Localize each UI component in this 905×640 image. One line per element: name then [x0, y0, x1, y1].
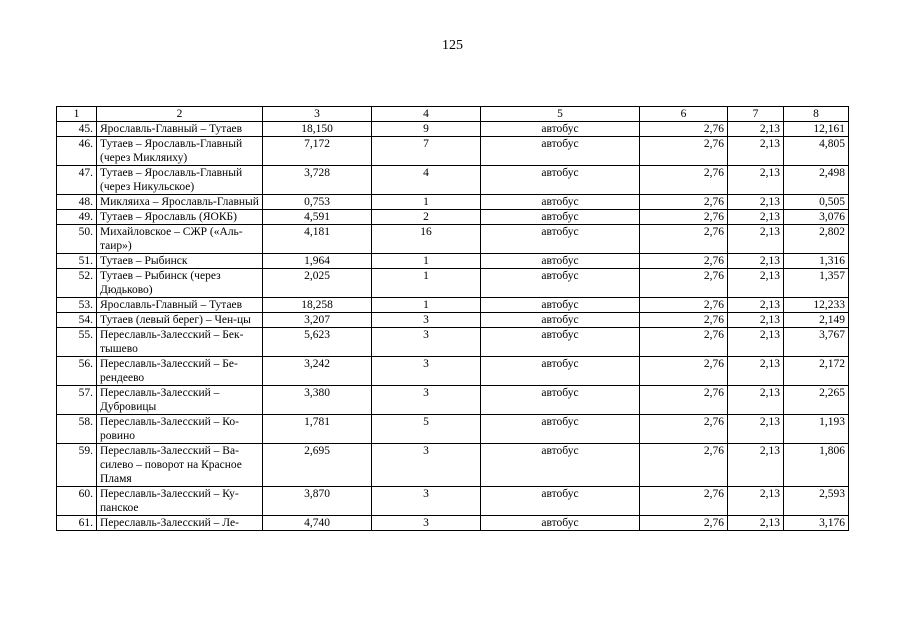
- transport-type: автобус: [481, 444, 640, 487]
- row-number: 55.: [57, 328, 97, 357]
- table-row: [57, 386, 849, 415]
- row-number: 60.: [57, 487, 97, 516]
- value-col-6: 2,76: [640, 166, 728, 195]
- value-col-7: 2,13: [728, 328, 784, 357]
- value-col-8: 2,149: [784, 313, 849, 328]
- value-col-7: 2,13: [728, 386, 784, 415]
- transport-type: автобус: [481, 225, 640, 254]
- value-col-7: 2,13: [728, 122, 784, 137]
- value-col-4: 1: [372, 195, 481, 210]
- transport-type: автобус: [481, 298, 640, 313]
- value-col-6: 2,76: [640, 210, 728, 225]
- column-header: 7: [728, 107, 784, 122]
- row-number: 48.: [57, 195, 97, 210]
- transport-type: автобус: [481, 210, 640, 225]
- value-col-8: 2,498: [784, 166, 849, 195]
- value-col-6: 2,76: [640, 225, 728, 254]
- value-col-3: 4,740: [263, 516, 372, 531]
- value-col-6: 2,76: [640, 122, 728, 137]
- value-col-8: 3,176: [784, 516, 849, 531]
- column-header: 4: [372, 107, 481, 122]
- route-name: Тутаев – Рыбинск (через Дюдьково): [97, 269, 263, 298]
- value-col-8: 1,193: [784, 415, 849, 444]
- transport-type: автобус: [481, 254, 640, 269]
- column-header: 8: [784, 107, 849, 122]
- column-header: 5: [481, 107, 640, 122]
- table-row: [57, 487, 849, 516]
- transport-type: автобус: [481, 195, 640, 210]
- route-name: Тутаев (левый берег) – Чен-цы: [97, 313, 263, 328]
- value-col-7: 2,13: [728, 254, 784, 269]
- value-col-7: 2,13: [728, 487, 784, 516]
- value-col-6: 2,76: [640, 313, 728, 328]
- row-number: 52.: [57, 269, 97, 298]
- value-col-8: 12,161: [784, 122, 849, 137]
- table-row: [57, 210, 849, 225]
- row-number: 45.: [57, 122, 97, 137]
- value-col-6: 2,76: [640, 444, 728, 487]
- value-col-4: 5: [372, 415, 481, 444]
- value-col-3: 3,870: [263, 487, 372, 516]
- row-number: 61.: [57, 516, 97, 531]
- route-name: Переславль-Залесский – Дубровицы: [97, 386, 263, 415]
- value-col-7: 2,13: [728, 225, 784, 254]
- header-row: [57, 107, 849, 122]
- value-col-8: 4,805: [784, 137, 849, 166]
- value-col-7: 2,13: [728, 195, 784, 210]
- value-col-4: 9: [372, 122, 481, 137]
- column-header: 2: [97, 107, 263, 122]
- transport-type: автобус: [481, 415, 640, 444]
- table-row: [57, 328, 849, 357]
- transport-type: автобус: [481, 328, 640, 357]
- row-number: 50.: [57, 225, 97, 254]
- value-col-7: 2,13: [728, 516, 784, 531]
- route-name: Переславль-Залесский – Бек-тышево: [97, 328, 263, 357]
- transport-type: автобус: [481, 166, 640, 195]
- value-col-8: 1,806: [784, 444, 849, 487]
- value-col-8: 12,233: [784, 298, 849, 313]
- value-col-4: 3: [372, 357, 481, 386]
- route-name: Переславль-Залесский – Ку-панское: [97, 487, 263, 516]
- value-col-7: 2,13: [728, 210, 784, 225]
- row-number: 46.: [57, 137, 97, 166]
- value-col-4: 3: [372, 313, 481, 328]
- value-col-6: 2,76: [640, 254, 728, 269]
- value-col-3: 18,258: [263, 298, 372, 313]
- value-col-6: 2,76: [640, 137, 728, 166]
- value-col-4: 7: [372, 137, 481, 166]
- value-col-3: 3,242: [263, 357, 372, 386]
- value-col-8: 3,767: [784, 328, 849, 357]
- value-col-8: 1,316: [784, 254, 849, 269]
- table-row: [57, 516, 849, 531]
- value-col-7: 2,13: [728, 137, 784, 166]
- value-col-8: 2,265: [784, 386, 849, 415]
- table-row: [57, 415, 849, 444]
- value-col-7: 2,13: [728, 313, 784, 328]
- value-col-4: 16: [372, 225, 481, 254]
- transport-type: автобус: [481, 516, 640, 531]
- value-col-4: 1: [372, 298, 481, 313]
- table-row: [57, 254, 849, 269]
- route-name: Микляиха – Ярославль-Главный: [97, 195, 263, 210]
- table-row: [57, 313, 849, 328]
- value-col-3: 3,380: [263, 386, 372, 415]
- value-col-4: 3: [372, 444, 481, 487]
- value-col-6: 2,76: [640, 328, 728, 357]
- value-col-3: 3,728: [263, 166, 372, 195]
- table-row: [57, 225, 849, 254]
- row-number: 53.: [57, 298, 97, 313]
- transport-type: автобус: [481, 386, 640, 415]
- value-col-7: 2,13: [728, 444, 784, 487]
- value-col-7: 2,13: [728, 415, 784, 444]
- value-col-8: 1,357: [784, 269, 849, 298]
- value-col-4: 3: [372, 487, 481, 516]
- row-number: 58.: [57, 415, 97, 444]
- table-row: [57, 298, 849, 313]
- row-number: 51.: [57, 254, 97, 269]
- column-header: 6: [640, 107, 728, 122]
- route-name: Переславль-Залесский – Ле-: [97, 516, 263, 531]
- value-col-6: 2,76: [640, 487, 728, 516]
- route-name: Михайловское – СЖР («Аль-таир»): [97, 225, 263, 254]
- value-col-6: 2,76: [640, 269, 728, 298]
- transport-type: автобус: [481, 122, 640, 137]
- row-number: 57.: [57, 386, 97, 415]
- value-col-6: 2,76: [640, 386, 728, 415]
- table-row: [57, 269, 849, 298]
- route-name: Тутаев – Ярославль (ЯОКБ): [97, 210, 263, 225]
- value-col-8: 2,593: [784, 487, 849, 516]
- route-name: Ярославль-Главный – Тутаев: [97, 122, 263, 137]
- value-col-3: 0,753: [263, 195, 372, 210]
- value-col-7: 2,13: [728, 357, 784, 386]
- value-col-4: 2: [372, 210, 481, 225]
- value-col-3: 2,695: [263, 444, 372, 487]
- table-row: [57, 122, 849, 137]
- value-col-7: 2,13: [728, 166, 784, 195]
- value-col-3: 2,025: [263, 269, 372, 298]
- value-col-4: 3: [372, 516, 481, 531]
- value-col-7: 2,13: [728, 269, 784, 298]
- value-col-6: 2,76: [640, 195, 728, 210]
- value-col-6: 2,76: [640, 298, 728, 313]
- value-col-8: 2,172: [784, 357, 849, 386]
- value-col-3: 7,172: [263, 137, 372, 166]
- row-number: 59.: [57, 444, 97, 487]
- route-name: Ярославль-Главный – Тутаев: [97, 298, 263, 313]
- value-col-3: 4,181: [263, 225, 372, 254]
- route-name: Тутаев – Рыбинск: [97, 254, 263, 269]
- value-col-3: 3,207: [263, 313, 372, 328]
- column-header: 1: [57, 107, 97, 122]
- table-row: [57, 195, 849, 210]
- route-name: Переславль-Залесский – Ко-ровино: [97, 415, 263, 444]
- table-row: [57, 357, 849, 386]
- value-col-4: 1: [372, 269, 481, 298]
- row-number: 49.: [57, 210, 97, 225]
- routes-table: [56, 106, 849, 531]
- page-number: 125: [442, 38, 463, 53]
- transport-type: автобус: [481, 487, 640, 516]
- route-name: Переславль-Залесский – Бе-рендеево: [97, 357, 263, 386]
- value-col-6: 2,76: [640, 357, 728, 386]
- transport-type: автобус: [481, 313, 640, 328]
- value-col-3: 1,781: [263, 415, 372, 444]
- table-row: [57, 444, 849, 487]
- value-col-4: 3: [372, 386, 481, 415]
- value-col-4: 4: [372, 166, 481, 195]
- row-number: 54.: [57, 313, 97, 328]
- value-col-7: 2,13: [728, 298, 784, 313]
- value-col-8: 0,505: [784, 195, 849, 210]
- value-col-4: 3: [372, 328, 481, 357]
- route-name: Переславль-Залесский – Ва-силево – поворот на Красное Пламя: [97, 444, 263, 487]
- value-col-6: 2,76: [640, 415, 728, 444]
- value-col-3: 4,591: [263, 210, 372, 225]
- transport-type: автобус: [481, 357, 640, 386]
- value-col-8: 2,802: [784, 225, 849, 254]
- row-number: 47.: [57, 166, 97, 195]
- value-col-6: 2,76: [640, 516, 728, 531]
- value-col-4: 1: [372, 254, 481, 269]
- table-row: [57, 166, 849, 195]
- transport-type: автобус: [481, 269, 640, 298]
- table-row: [57, 137, 849, 166]
- value-col-3: 5,623: [263, 328, 372, 357]
- route-name: Тутаев – Ярославль-Главный (через Никульское): [97, 166, 263, 195]
- value-col-3: 1,964: [263, 254, 372, 269]
- column-header: 3: [263, 107, 372, 122]
- transport-type: автобус: [481, 137, 640, 166]
- value-col-3: 18,150: [263, 122, 372, 137]
- value-col-8: 3,076: [784, 210, 849, 225]
- route-name: Тутаев – Ярославль-Главный (через Микляиху): [97, 137, 263, 166]
- row-number: 56.: [57, 357, 97, 386]
